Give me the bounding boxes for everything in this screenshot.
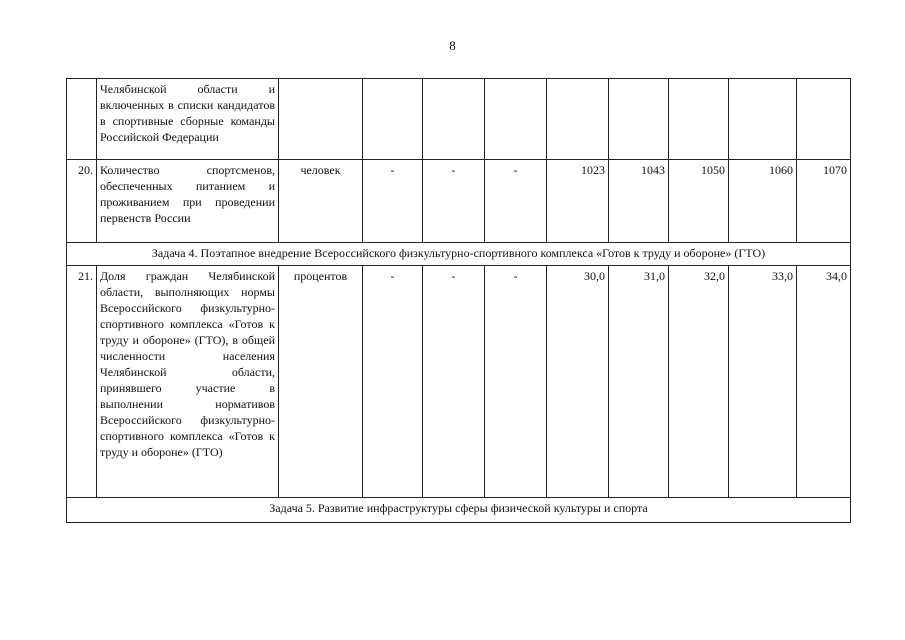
- row-number-cell: 20.: [67, 160, 97, 243]
- value-cell: -: [423, 266, 485, 498]
- value-cell: 1050: [669, 160, 729, 243]
- indicators-table: [66, 78, 851, 523]
- value-cell: 32,0: [669, 266, 729, 498]
- value-cell: -: [363, 266, 423, 498]
- unit-cell: [279, 79, 363, 160]
- value-cell: -: [485, 160, 547, 243]
- value-cell: 1023: [547, 160, 609, 243]
- value-cell: 30,0: [547, 266, 609, 498]
- row-number-cell: [67, 79, 97, 160]
- table-row: [67, 79, 851, 160]
- value-cell: 34,0: [797, 266, 851, 498]
- row-number-cell: 21.: [67, 266, 97, 498]
- task-header-row: [67, 498, 851, 523]
- value-cell: [485, 79, 547, 160]
- task-4-heading: Задача 4. Поэтапное внедрение Всероссийского физкультурно-спортивного комплекса «Готов к труду и обороне» (ГТО): [67, 243, 851, 266]
- unit-cell: процентов: [279, 266, 363, 498]
- task-header-row: [67, 243, 851, 266]
- value-cell: 1060: [729, 160, 797, 243]
- page-number: 8: [449, 38, 456, 53]
- value-cell: [797, 79, 851, 160]
- value-cell: -: [363, 160, 423, 243]
- value-cell: [669, 79, 729, 160]
- value-cell: -: [485, 266, 547, 498]
- value-cell: [423, 79, 485, 160]
- indicator-name-cell: Челябинской области и включенных в списки кандидатов в спортивные сборные команды Российской Федерации: [97, 79, 279, 160]
- value-cell: [729, 79, 797, 160]
- indicator-name-cell: Количество спортсменов, обеспеченных питанием и проживанием при проведении первенств России: [97, 160, 279, 243]
- value-cell: [547, 79, 609, 160]
- value-cell: -: [423, 160, 485, 243]
- value-cell: 31,0: [609, 266, 669, 498]
- indicator-name-cell: Доля граждан Челябинской области, выполняющих нормы Всероссийского физкультурно-спортивного комплекса «Готов к труду и обороне» (ГТО), в общей численности населения Челябинской области, принявшего участие в выполнении нормативов Всероссийского физкультурно-спортивного комплекса «Готов к труду и обороне» (ГТО): [97, 266, 279, 498]
- value-cell: 1043: [609, 160, 669, 243]
- value-cell: [609, 79, 669, 160]
- value-cell: [363, 79, 423, 160]
- table-row: [67, 266, 851, 498]
- value-cell: 1070: [797, 160, 851, 243]
- value-cell: 33,0: [729, 266, 797, 498]
- unit-cell: человек: [279, 160, 363, 243]
- table-row: [67, 160, 851, 243]
- task-5-heading: Задача 5. Развитие инфраструктуры сферы физической культуры и спорта: [67, 498, 851, 523]
